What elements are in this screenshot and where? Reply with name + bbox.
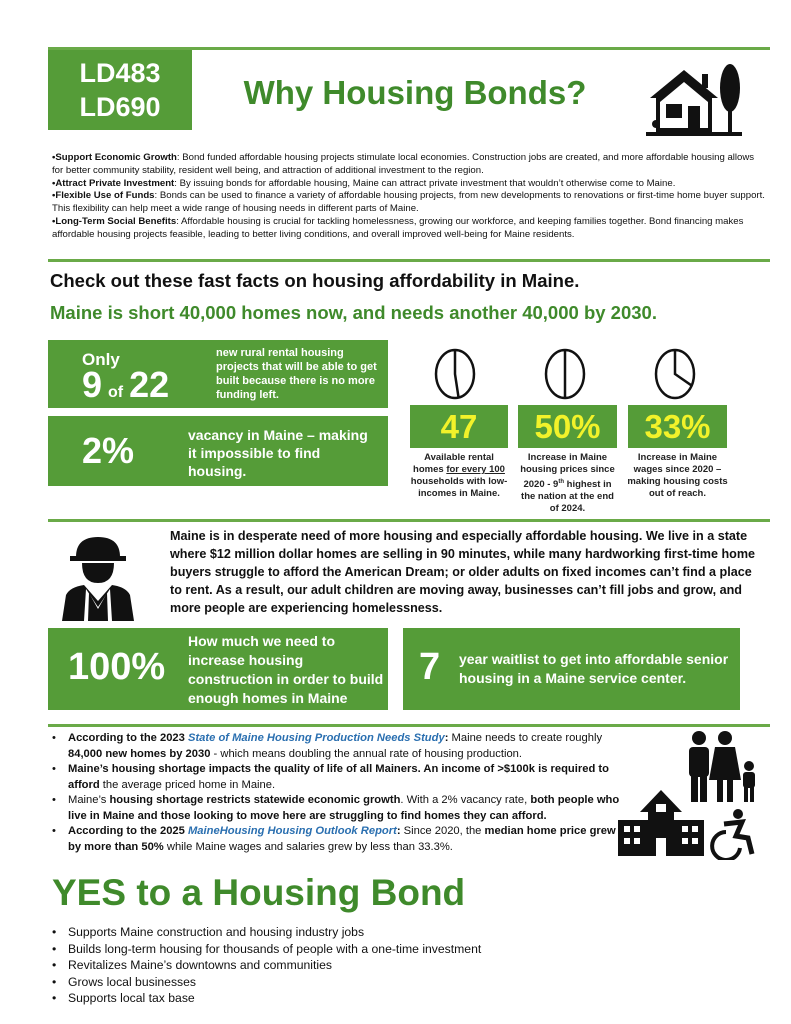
yes-heading: YES to a Housing Bond: [52, 872, 466, 913]
list-item: • Grows local businesses: [50, 974, 481, 991]
intro-benefits: •Support Economic Growth: Bond funded affordable housing projects stimulate local economies. Construction jobs are created, and more affordable housing allows for better community stability, resident well being, and attraction of additional investment to the region. •Attract Private Investment: By issuing bonds for affordable housing, Maine can attract private investment that wouldn’t otherwise come to Maine. •Flexible Use of Funds: Bonds can be used to finance a variety of affordable housing projects, from new developments to renovations or first-time home buyer support. This flexibility can help meet a wide range of housing needs in different parts of Maine. •Long-Term Social Benefits: Affordable housing is crucial for tackling homelessness, growing our workforce, and keeping families together. Bond financing makes affordable housing projects feasible, leading to better living conditions, and overall improved well-being for Maine residents.: [52, 152, 765, 240]
stat-50: 50%: [518, 405, 617, 448]
stat-33: 33%: [628, 405, 727, 448]
housing-need-paragraph: Maine is in desperate need of more housing and especially affordable housing. We live in a state where $12 million dollar homes are selling in 90 minutes, while many hardworking first-time home buyers struggle to afford the American Dream; or older adults on fixed incomes can’t find a place to rent. As a result, our adult children are moving away, businesses can’t fill jobs and grow, and more people are experiencing homelessness.: [170, 529, 756, 615]
list-item: • Supports local tax base: [50, 990, 481, 1007]
fact-box-vacancy: 2% vacancy in Maine – making it impossible to find housing.: [48, 416, 388, 486]
pie-icons: [405, 345, 735, 403]
report-link[interactable]: MaineHousing Housing Outlook Report: [187, 825, 397, 837]
fact-box-projects: Only 9 of 22 new rural rental housing projects that will be able to get built because there is no more funding left.: [48, 340, 388, 408]
facts-heading: Check out these fast facts on housing affordability in Maine.: [50, 270, 580, 291]
facts-bullet-list: [50, 731, 630, 855]
pie-slice-line: [675, 350, 692, 386]
fact-box-construction: 100% How much we need to increase housing construction in order to build enough homes in Maine: [48, 628, 388, 710]
list-item: • Maine’s housing shortage restricts statewide economic growth. With a 2% vacancy rate, both people who live in Maine and those looking to move here are struggling to find homes they can afford.: [50, 793, 630, 824]
list-item: • According to the 2023 State of Maine Housing Production Needs Study: Maine needs to create roughly 84,000 new homes by 2030 - which means doubling the annual rate of housing production.: [50, 731, 630, 762]
divider: [48, 519, 770, 522]
bill-ld483: LD483: [79, 58, 161, 88]
stat-47: 47: [410, 405, 508, 448]
yes-bullet-list: [50, 924, 481, 1007]
fact-box-waitlist: 7 year waitlist to get into affordable senior housing in a Maine service center.: [403, 628, 740, 710]
list-item: • According to the 2025 MaineHousing Housing Outlook Report: Since 2020, the median home price grew by more than 50% while Maine wages and salaries grew by less than 33.3%.: [50, 824, 630, 855]
house-icon: [646, 62, 742, 138]
stat-caption: Increase in Maine housing prices since 2020 - 9th highest in the nation at the end of 2024.: [520, 452, 615, 515]
list-item: • Builds long-term housing for thousands of people with a one-time investment: [50, 941, 481, 958]
construction-worker-icon: [58, 535, 138, 621]
study-link[interactable]: State of Maine Housing Production Needs Study: [187, 732, 445, 744]
list-item: • Revitalizes Maine’s downtowns and communities: [50, 957, 481, 974]
bill-ld690: LD690: [79, 92, 161, 122]
list-item: • Supports Maine construction and housing industry jobs: [50, 924, 481, 941]
stat-caption: Increase in Maine wages since 2020 – making housing costs out of reach.: [627, 452, 728, 499]
wheelchair-icon: [708, 808, 758, 860]
bill-number-badge: [48, 50, 192, 130]
divider: [48, 259, 770, 262]
stat-caption: Available rental homes for every 100 households with low-incomes in Maine.: [410, 452, 508, 499]
page-title: Why Housing Bonds?: [243, 74, 587, 111]
facts-subheading: Maine is short 40,000 homes now, and needs another 40,000 by 2030.: [50, 302, 657, 323]
school-building-icon: [618, 786, 704, 856]
divider: [48, 724, 770, 727]
list-item: • Maine’s housing shortage impacts the quality of life of all Mainers. An income of >$100k is required to afford the average priced home in Maine.: [50, 762, 630, 793]
pie-slice-line: [455, 350, 459, 398]
